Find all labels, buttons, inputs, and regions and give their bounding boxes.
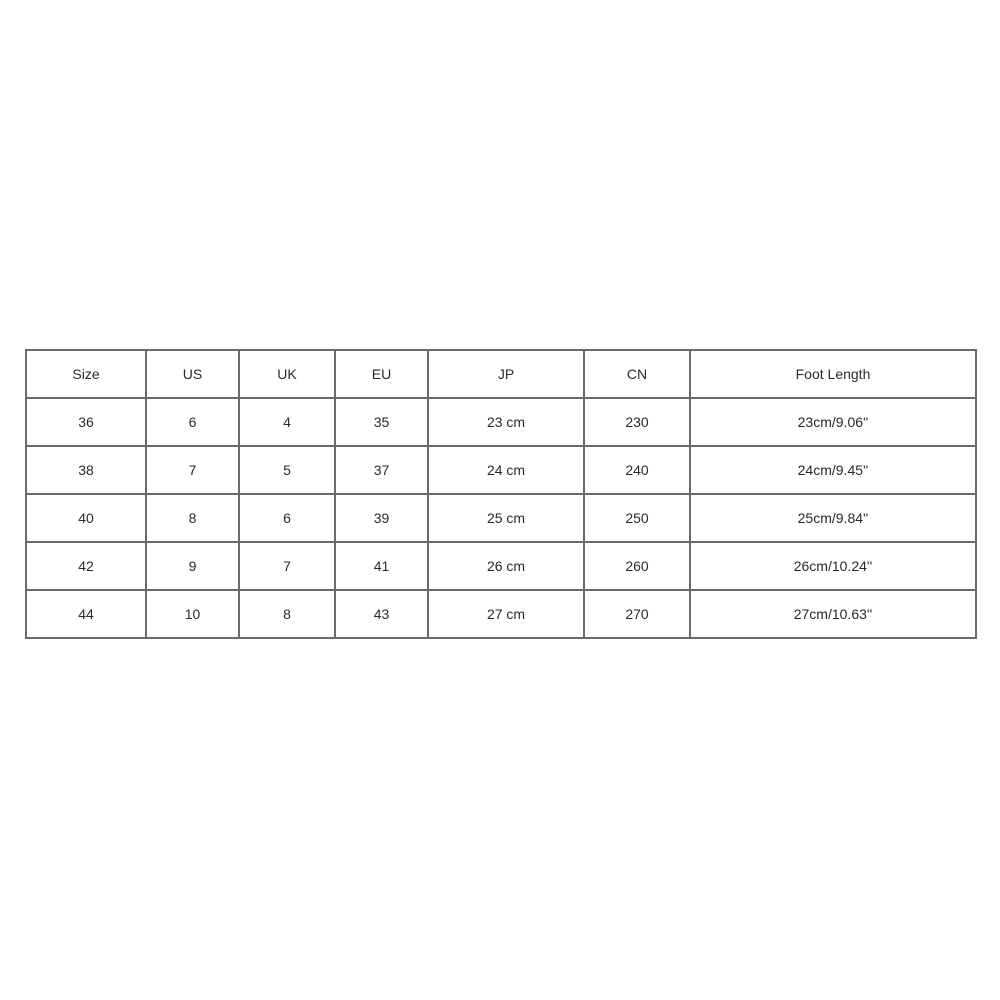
cell-uk: 5	[239, 446, 335, 494]
cell-jp: 27 cm	[428, 590, 584, 638]
cell-us: 7	[146, 446, 239, 494]
header-row	[26, 350, 976, 398]
cell-foot-length: 25cm/9.84''	[690, 494, 976, 542]
cell-foot-length: 24cm/9.45''	[690, 446, 976, 494]
table-row	[26, 542, 976, 590]
header-cn: CN	[584, 350, 690, 398]
cell-eu: 41	[335, 542, 428, 590]
header-us: US	[146, 350, 239, 398]
cell-cn: 230	[584, 398, 690, 446]
table-row	[26, 446, 976, 494]
table-row	[26, 590, 976, 638]
cell-foot-length: 27cm/10.63''	[690, 590, 976, 638]
cell-uk: 7	[239, 542, 335, 590]
header-jp: JP	[428, 350, 584, 398]
cell-jp: 26 cm	[428, 542, 584, 590]
cell-size: 40	[26, 494, 146, 542]
cell-jp: 24 cm	[428, 446, 584, 494]
cell-foot-length: 26cm/10.24''	[690, 542, 976, 590]
cell-us: 9	[146, 542, 239, 590]
header-uk: UK	[239, 350, 335, 398]
cell-cn: 240	[584, 446, 690, 494]
cell-size: 36	[26, 398, 146, 446]
cell-size: 38	[26, 446, 146, 494]
header-foot-length: Foot Length	[690, 350, 976, 398]
header-size: Size	[26, 350, 146, 398]
cell-eu: 39	[335, 494, 428, 542]
cell-cn: 270	[584, 590, 690, 638]
cell-eu: 43	[335, 590, 428, 638]
header-eu: EU	[335, 350, 428, 398]
cell-size: 42	[26, 542, 146, 590]
cell-cn: 250	[584, 494, 690, 542]
size-chart-table	[25, 349, 977, 639]
cell-uk: 4	[239, 398, 335, 446]
table-row	[26, 494, 976, 542]
cell-us: 6	[146, 398, 239, 446]
cell-size: 44	[26, 590, 146, 638]
cell-eu: 35	[335, 398, 428, 446]
cell-us: 10	[146, 590, 239, 638]
cell-us: 8	[146, 494, 239, 542]
cell-cn: 260	[584, 542, 690, 590]
cell-uk: 8	[239, 590, 335, 638]
cell-eu: 37	[335, 446, 428, 494]
table-row	[26, 398, 976, 446]
cell-foot-length: 23cm/9.06''	[690, 398, 976, 446]
cell-uk: 6	[239, 494, 335, 542]
cell-jp: 25 cm	[428, 494, 584, 542]
cell-jp: 23 cm	[428, 398, 584, 446]
